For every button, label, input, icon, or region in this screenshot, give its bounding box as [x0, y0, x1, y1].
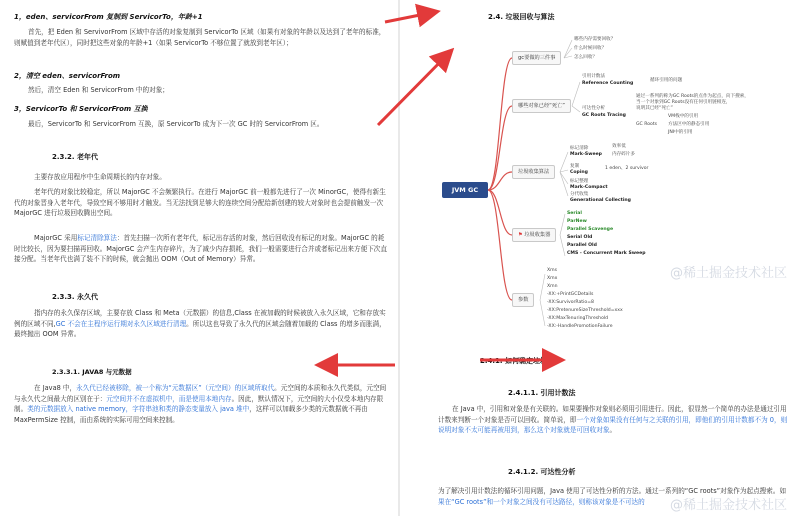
sec232-para2: 老年代的对象比较稳定，所以 MajorGC 不会频繁执行。在进行 MajorGC 前一般都先进行了一次 MinorGC，使得有新生代的对象晋身入老年代，导致空间不够用时才触发。当无法找到足够大的连续空间分配给新创建的较大对象时也会提前触发一次 MajorGC 进行垃圾回收腾出空间。 — [14, 188, 386, 218]
sec233-para1: 指内存的永久保存区域，主要存放 Class 和 Meta（元数据）的信息,Class 在被加载的时候被放入永久区域，它和存放实例的区域不同,GC 不会在主程序运行期对永久区域进行清理。所以这也导致了永久代的区域会随着加载的 Class 的增多而胀满，最终抛出 OOM 异常。 — [14, 309, 386, 339]
mark-sweep-link[interactable]: 标记清除算法 — [77, 234, 117, 242]
branch-dead-objects: 哪些对象已经“死亡” — [512, 99, 571, 113]
section-2-3-2-heading: 2.3.2. 老年代 — [52, 153, 99, 161]
perm-gc-link[interactable]: GC 不会在主程序运行期对永久区域进行清理 — [55, 319, 187, 328]
section-2-3-3-1-heading: 2.3.3.1. JAVA8 与元数据 — [52, 368, 132, 376]
branch-parameters: 参数 — [512, 293, 534, 307]
item1-title: 1，eden、servicorFrom 复制到 ServicorTo，年龄+1 — [14, 13, 203, 21]
section-2-4-heading: 2.4. 垃圾回收与算法 — [488, 13, 555, 21]
section-2-3-3-heading: 2.3.3. 永久代 — [52, 293, 99, 301]
sec232-para1: 主要存放应用程序中生命周期长的内存对象。 — [34, 173, 166, 181]
mind-map-center: JVM GC — [442, 182, 488, 198]
sec2411-para1: 在 Java 中，引用和对象是有关联的。如果要操作对象则必须用引用进行。因此，很显然一个简单的办法是通过引用计数来判断一个对象是否可以回收。简单说，即一个对象如果没有任何与之关联的引用，即他们的引用计数都不为 0，则说明对象不太可能再被用到，那么这个对象就是可回收对象。 — [438, 405, 788, 435]
jvm-gc-mind-map: JVM GC gc要做的三件事 哪些内存需要回收？ 什么时候回收？ 怎么回收？ 哪些对象已经“死亡” 引用计数法 Reference Counting 循环引用的问题 可达性分析 GC Roots Tracing 通过一系列的称为GC Roots的点作为起点，向下搜索， 当一个对象到GC Roots没有任何引用链相连， 说明其已经“死亡” GC Roots VM栈中的引用 方法区中的静态引用 JNI中的引用 垃圾收集算法 标记清除 Mark-Sweep 效率低 内存碎片多 复制 Coping 1 eden、2 survivor 标记整理 Mark-Compact 分代收集 Generational Collecting ⚑ 垃圾收集器 Serial ParNew Parallel Scavenge Serial Old Parallel Old CMS - Concurrent Mark Sweep 参数 Xms Xmx Xmn -XX:+PrintGCDetails -XX:SurvivorRatio=8 -XX:PretenureSizeThreshold=xxx -XX:MaxTenuringThreshold -XX:-HandlePromotionFailure — [400, 30, 795, 340]
item2-body: 然后，清空 Eden 和 ServicorFrom 中的对象； — [28, 86, 169, 94]
branch-three-tasks: gc要做的三件事 — [512, 51, 561, 65]
section-2-4-1-heading: 2.4.1. 如何确定垃圾 — [480, 357, 548, 365]
sec2331-para1: 在 Java8 中，永久代已经被移除，被一个称为“元数据区”（元空间）的区域所取代。元空间的本质和永久代类似，元空间与永久代之间最大的区别在于：元空间并不在虚拟机中，而是使用本地内存。因此，默认情况下，元空间的大小仅受本地内存限制。类的元数据放入 native memory，字符串池和类的静态变量放入 java 堆中，这样可以加载多少类的元数据就不再由 MaxPermSize 控制，而由系统的实际可用空间来控制。 — [14, 384, 387, 424]
item2-title: 2，清空 eden、servicorFrom — [14, 72, 121, 80]
flag-icon: ⚑ — [518, 232, 525, 238]
section-2-4-1-2-heading: 2.4.1.2. 可达性分析 — [508, 468, 576, 476]
section-2-4-1-1-heading: 2.4.1.1. 引用计数法 — [508, 389, 576, 397]
item3-title: 3，ServicorTo 和 ServicorFrom 互换 — [14, 105, 148, 113]
sec2412-para1: 为了解决引用计数法的循环引用问题，Java 使用了可达性分析的方法。通过一系列的“GC roots”对象作为起点搜索。如果在“GC roots”和一个对象之间没有可达路径，则称该对象是不可达的 — [438, 487, 787, 506]
item3-body: 最后，ServicorTo 和 ServicorFrom 互换，原 ServicorTo 成为下一次 GC 时的 ServicorFrom 区。 — [28, 120, 324, 128]
right-document-page — [400, 0, 795, 516]
watermark-bottom: @稀土掘金技术社区 — [670, 498, 788, 513]
watermark-mid: @稀土掘金技术社区 — [670, 266, 788, 281]
branch-gc-algorithms: 垃圾收集算法 — [512, 165, 555, 179]
branch-gc-collectors: ⚑ 垃圾收集器 — [512, 228, 556, 242]
item1-body: 首先，把 Eden 和 ServivorFrom 区域中存活的对象复制到 ServicorTo 区域（如果有对象的年龄以及达到了老年的标准，则赋值到老年代区），同时把这些对象的年龄+1（如果 ServicorTo 不够位置了就放到老年区）； — [14, 28, 386, 47]
sec232-para3: MajorGC 采用标记清除算法：首先扫描一次所有老年代，标记出存活的对象，然后回收没有标记的对象。MajorGC 的耗时比较长，因为要扫描再回收。MajorGC 会产生内存碎片，为了减少内存损耗，我们一般需要进行合并或者标记出来方便下次直接分配。当老年代也满了装不下的时候，就会抛出 OOM（Out of Memory）异常。 — [14, 234, 387, 264]
